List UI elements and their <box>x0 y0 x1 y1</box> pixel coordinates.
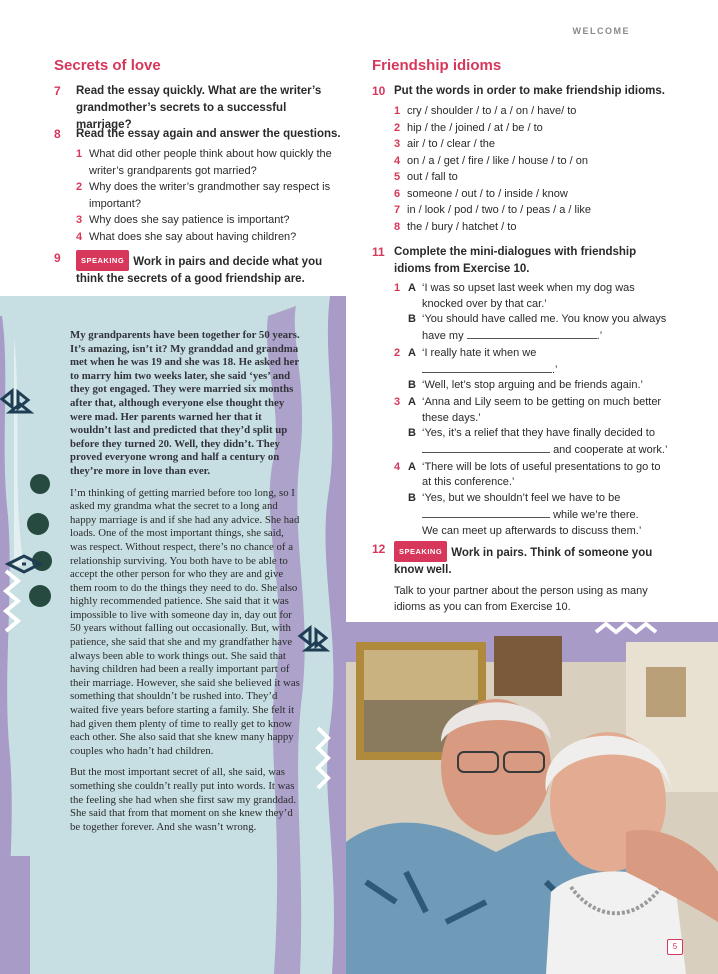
exercise-8 <box>54 126 344 245</box>
answer-blank[interactable] <box>422 442 550 453</box>
answer-blank[interactable] <box>422 362 552 373</box>
friendship-idioms-title: Friendship idioms <box>372 57 502 74</box>
idiom-item: 2 hip / the / joined / at / be / to <box>394 121 543 134</box>
exercise-8-questions <box>76 146 344 245</box>
dialogue-1: 1 A ‘I was so upset last week when my dog was knocked over by that car.’ B ‘You should have called me. You know you always have my .’ <box>394 282 667 343</box>
question-item: 3 Why does she say patience is important? <box>76 214 290 226</box>
exercise-12-number: 12 <box>372 542 386 556</box>
dialogue-4: 4 A ‘There will be lots of useful presentations to go to at this conference.’ B ‘Yes, but we shouldn’t feel we have to be while we’re there. We can meet up afterwards to discuss them.’ <box>394 460 661 537</box>
idiom-item: 5 out / fall to <box>394 171 458 183</box>
couple-photo <box>346 622 718 974</box>
answer-blank[interactable] <box>467 328 597 339</box>
exercise-12-instruction: Work in pairs. Think of someone you know well. <box>394 547 653 576</box>
exercise-9 <box>54 250 344 288</box>
idiom-item: 4 on / a / get / fire / like / house / to / on <box>394 154 588 167</box>
exercise-7-instruction: Read the essay quickly. What are the writer’s grandmother’s secrets to a successful marriage? <box>76 85 322 131</box>
idiom-item: 8 the / bury / hatchet / to <box>394 220 517 233</box>
page-number: 5 <box>667 939 683 955</box>
question-item: 2 Why does the writer’s grandmother say respect is important? <box>76 181 331 210</box>
exercise-7-number: 7 <box>54 84 61 98</box>
idiom-item: 1 cry / shoulder / to / a / on / have/ to <box>394 105 577 117</box>
exercise-10-number: 10 <box>372 84 386 98</box>
exercise-12 <box>372 541 668 615</box>
secrets-of-love-title: Secrets of love <box>54 57 161 74</box>
speaking-badge: SPEAKING <box>394 541 447 562</box>
question-item: 1 What did other people think about how quickly the writer’s grandparents got married? <box>76 148 332 177</box>
idiom-item: 3 air / to / clear / the <box>394 138 496 150</box>
essay-paragraph: But the most important secret of all, she said, was something she couldn’t really put into words. It was the feeling she had when she first saw my granddad. She said that from that moment on she knew they’d be together forever. And she wasn’t wrong. <box>70 766 297 833</box>
dialogue-3: 3 A ‘Anna and Lily seem to be getting on much better these days.’ B ‘Yes, it’s a relief that they have finally decided to and cooperate at work.’ <box>394 395 668 457</box>
exercise-10-instruction: Put the words in order to make friendship idioms. <box>394 85 665 97</box>
exercise-9-instruction: Work in pairs and decide what you think the secrets of a good friendship are. <box>76 256 323 285</box>
essay-paragraph: I’m thinking of getting married before too long, so I asked my grandma what the secret to a long and happy marriage is and if she had any advice. She had loads. One of the most important things, she said, was respect. Without respect, there’s no chance of a relationship surviving. You both have to be able to accept the other person for who they are and give them room to do the things they need to do. She also highly recommended patience. She said that it was impossible to live with someone day in, day out for 50 years without falling out occasionally. But, with patience, she said that she and my grandfather have always been able to work things out. She said that having children had been a really important part of their marriage. However, she said she believed it was something that shouldn’t be rushed into. They’d waited five years before starting a family. She felt it had given them plenty of time to really get to know each other. She also said that she knew many happy couples who hadn’t had children. <box>70 486 300 757</box>
exercise-11 <box>372 244 668 540</box>
answer-blank[interactable] <box>422 507 550 518</box>
exercise-10 <box>372 83 672 235</box>
exercise-12-subtext: Talk to your partner about the person using as many idioms as you can from Exercise 10. <box>394 585 648 613</box>
speaking-badge: SPEAKING <box>76 250 129 271</box>
exercise-8-instruction: Read the essay again and answer the questions. <box>76 128 341 140</box>
section-header-label: WELCOME <box>572 26 630 36</box>
question-item: 4 What does she say about having children? <box>76 230 297 243</box>
essay-lead-paragraph: My grandparents have been together for 50 years. It’s amazing, isn’t it? My granddad and grandma met when he was 19 and she was 18. He asked her to marry him two weeks later, she said ‘yes’ and they got engaged. They were married six months after that, although everyone else thought they were mad. Her parents warned her that it wouldn’t last and predicted that they’d split up before they turned 20. Well, they didn’t. They proved everyone wrong and half a century on they’re more in love than ever. <box>70 329 300 477</box>
exercise-11-instruction: Complete the mini-dialogues with friendship idioms from Exercise 10. <box>394 246 637 275</box>
idiom-item: 7 in / look / pod / two / to / peas / a / like <box>394 204 592 216</box>
idioms-list <box>394 103 672 235</box>
idiom-item: 6 someone / out / to / inside / know <box>394 187 568 200</box>
elderly-couple-image <box>346 622 718 974</box>
exercise-8-number: 8 <box>54 127 61 141</box>
exercise-9-number: 9 <box>54 251 61 265</box>
essay-text <box>70 329 302 842</box>
mini-dialogues <box>394 281 668 539</box>
dialogue-2: 2 A ‘I really hate it when we .’ B ‘Well, let’s stop arguing and be friends again.’ <box>394 346 643 392</box>
exercise-11-number: 11 <box>372 245 385 259</box>
